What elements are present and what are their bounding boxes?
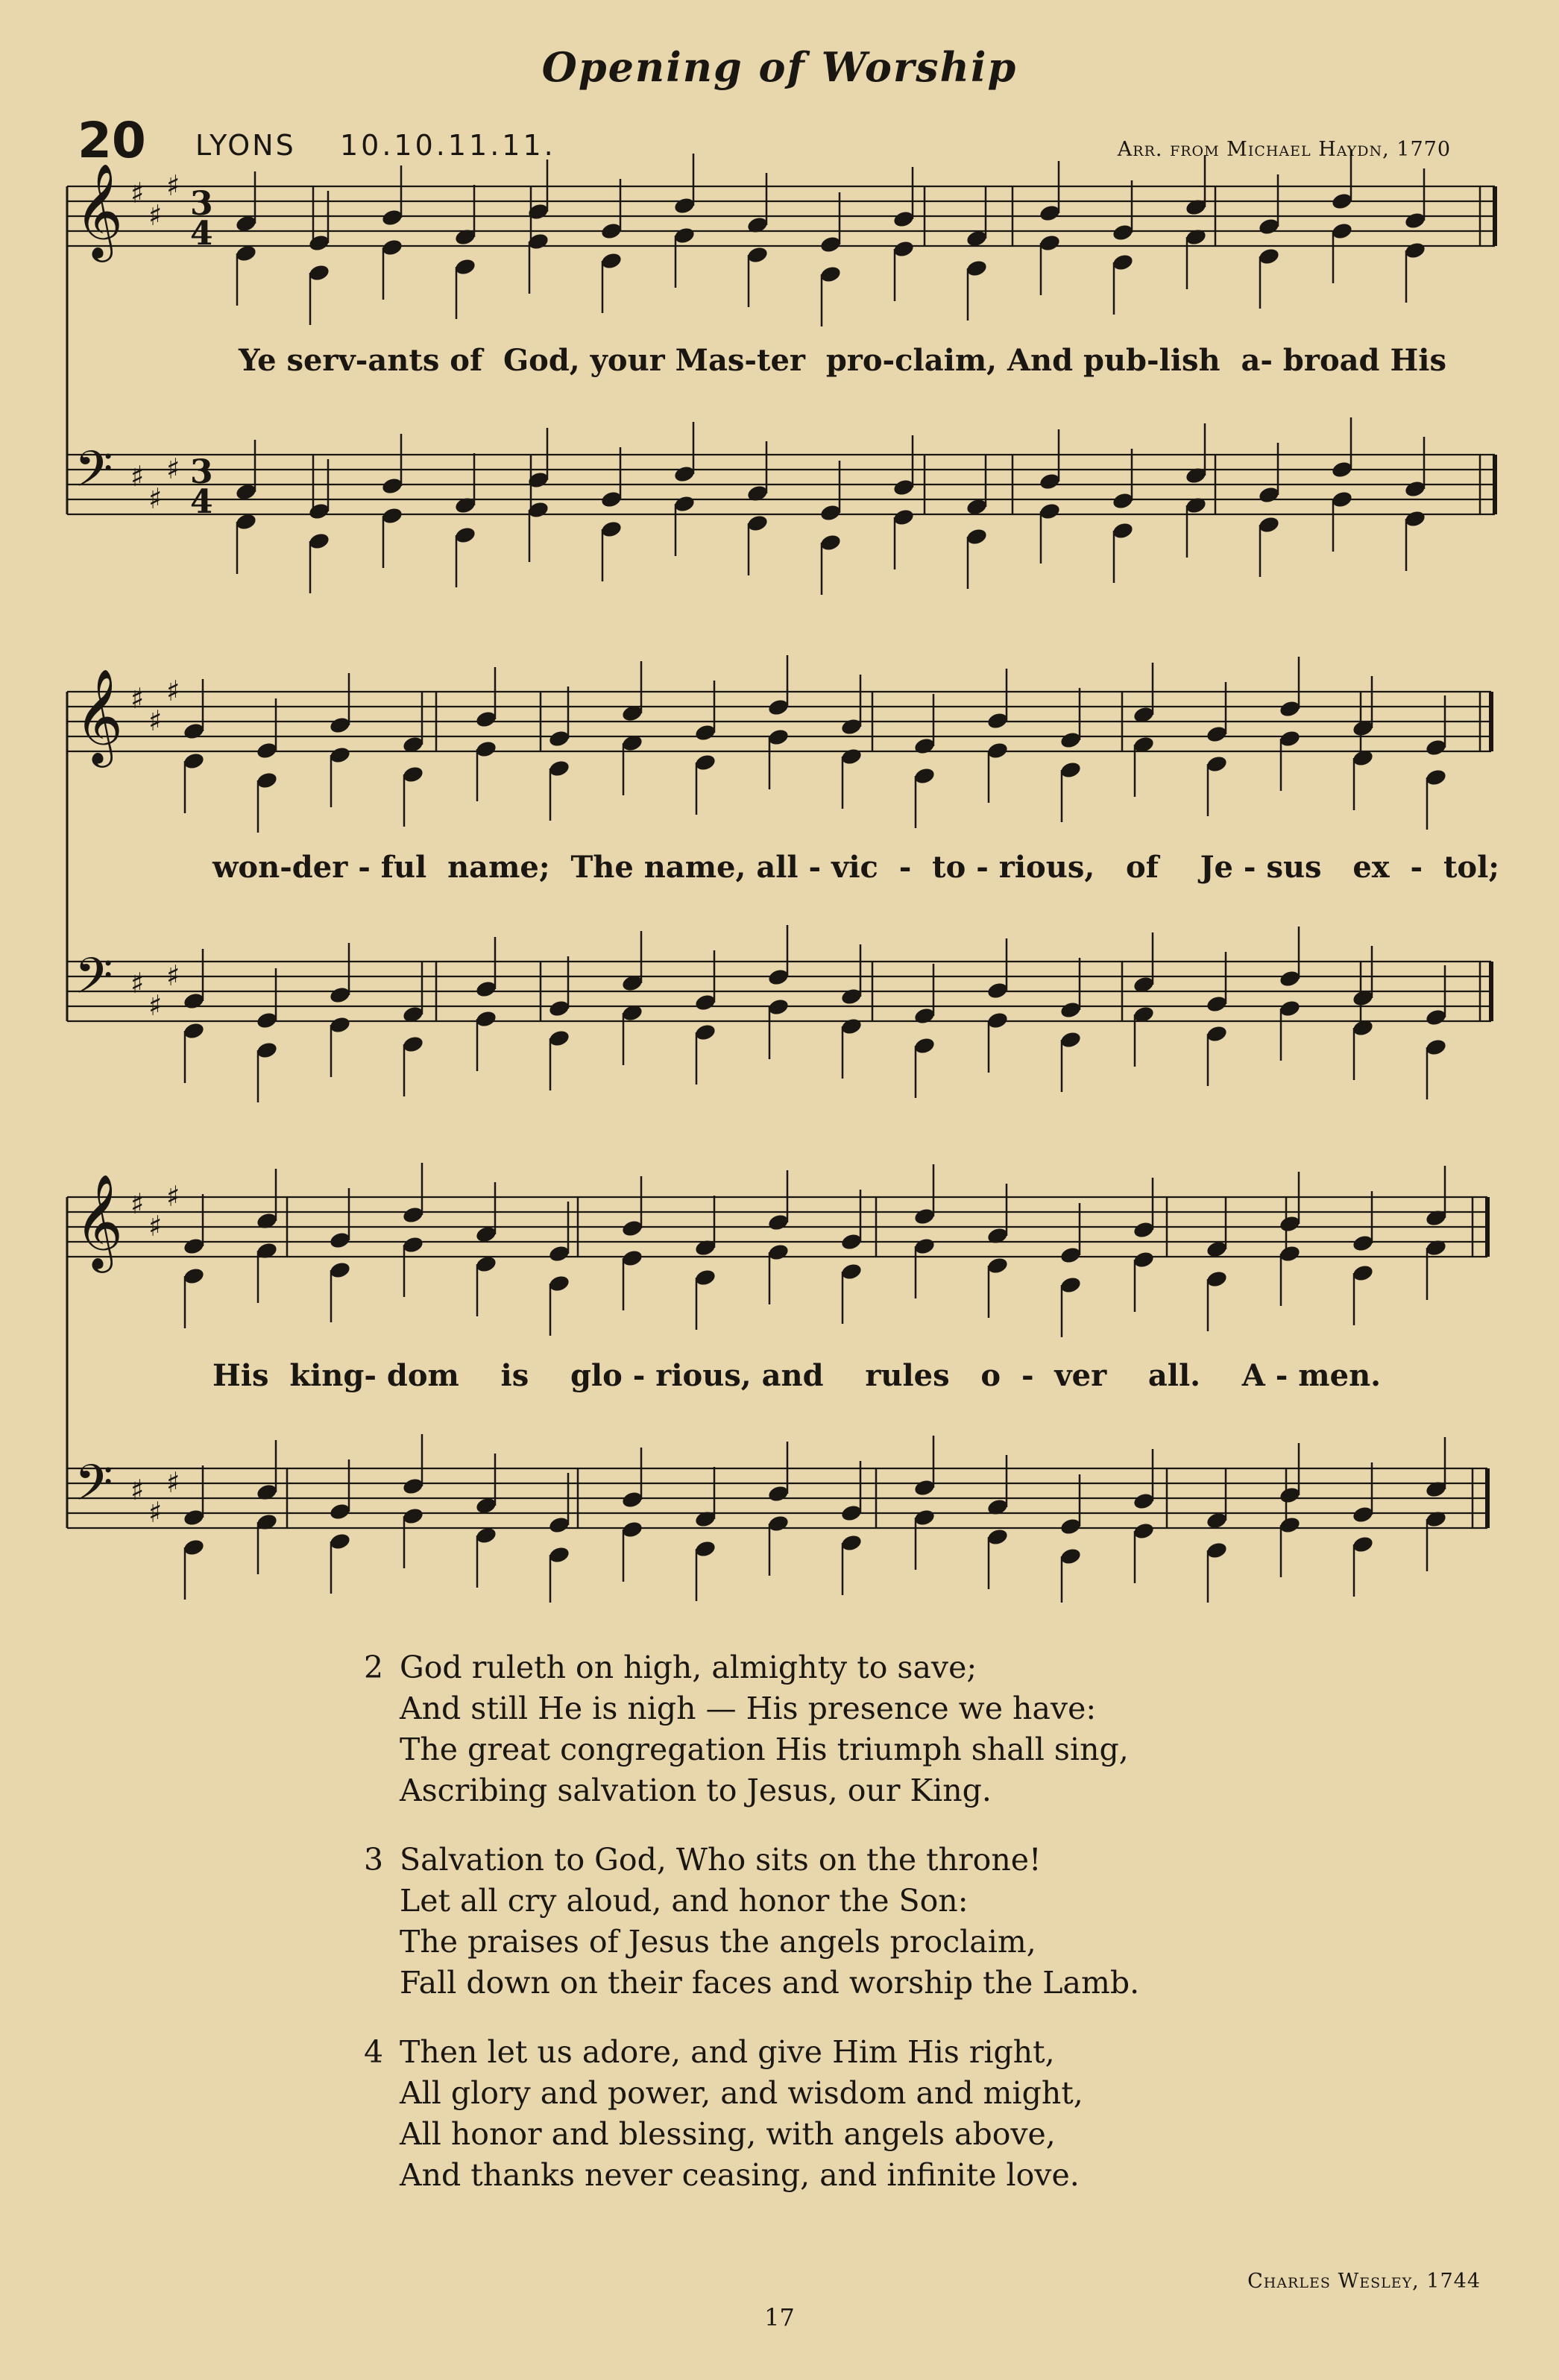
- note-head: [767, 727, 790, 747]
- note-head: [913, 1006, 936, 1026]
- note-head: [1425, 1008, 1448, 1027]
- verse-line: Fall down on their faces and worship the Lamb.: [400, 1965, 1140, 2001]
- note-head: [913, 766, 936, 786]
- note-head: [402, 765, 425, 784]
- note-head: [673, 196, 696, 215]
- note-head: [1059, 1030, 1083, 1049]
- verse-line: 4 Then let us adore, and give Him His right,: [356, 2032, 1139, 2073]
- note-head: [183, 1538, 206, 1557]
- note-head: [966, 259, 989, 278]
- note-head: [892, 478, 916, 497]
- note-head: [1206, 1541, 1229, 1560]
- note-head: [840, 1262, 863, 1281]
- note-head: [548, 729, 571, 748]
- verse-line: All honor and blessing, with angels above,: [400, 2116, 1056, 2152]
- note-head: [256, 741, 279, 760]
- note-head: [454, 257, 477, 277]
- note-head: [1112, 521, 1135, 540]
- note-head: [329, 716, 352, 735]
- note-head: [966, 527, 989, 546]
- treble-clef-icon: 𝄞: [75, 162, 124, 258]
- sharp-icon: ♯: [130, 682, 145, 715]
- note-head: [402, 1035, 425, 1054]
- note-head: [621, 1490, 644, 1509]
- note-head: [819, 265, 843, 284]
- bass-clef-icon: 𝄢: [75, 1454, 113, 1524]
- note-head: [673, 226, 696, 245]
- note-head: [402, 1205, 425, 1225]
- bass-clef-icon: 𝄢: [75, 441, 113, 510]
- note-head: [402, 1506, 425, 1526]
- note-head: [694, 1539, 717, 1559]
- note-head: [913, 1036, 936, 1055]
- note-head: [183, 1266, 206, 1286]
- note-head: [1133, 1521, 1156, 1541]
- note-head: [767, 1514, 790, 1533]
- note-head: [1404, 509, 1427, 528]
- note-head: [767, 1213, 790, 1232]
- note-head: [1112, 223, 1135, 242]
- sharp-icon: ♯: [148, 1210, 163, 1243]
- note-head: [986, 1256, 1010, 1275]
- verse-number: 2: [364, 1650, 384, 1685]
- note-head: [1059, 1547, 1083, 1566]
- note-head: [1352, 1234, 1375, 1253]
- note-head: [1133, 1220, 1156, 1240]
- note-head: [673, 494, 696, 514]
- verse-2: [356, 1647, 1139, 1811]
- note-head: [256, 1011, 279, 1030]
- note-head: [1425, 738, 1448, 757]
- note-head: [840, 1533, 863, 1553]
- note-head: [986, 711, 1010, 730]
- verse-4: [356, 2032, 1139, 2196]
- note-head: [548, 1029, 571, 1048]
- lyric-line-1: Ye serv-ants of God, your Mas-ter pro-claim, And pub-lish a- broad His: [239, 343, 1446, 378]
- note-head: [1425, 768, 1448, 787]
- note-head: [840, 717, 863, 736]
- note-head: [600, 490, 623, 509]
- note-head: [1112, 253, 1135, 272]
- note-head: [819, 503, 843, 523]
- note-head: [381, 208, 404, 227]
- note-head: [256, 1041, 279, 1060]
- note-head: [183, 991, 206, 1011]
- note-head: [840, 987, 863, 1006]
- note-head: [1279, 699, 1302, 719]
- note-head: [548, 999, 571, 1018]
- note-head: [913, 1237, 936, 1256]
- note-head: [381, 506, 404, 525]
- note-head: [183, 1237, 206, 1256]
- note-head: [1206, 1269, 1229, 1289]
- note-head: [840, 1017, 863, 1036]
- lyric-line-2: won-der - ful name; The name, all - vic - to - rious, of Je - sus ex - tol;: [212, 850, 1500, 885]
- note-head: [746, 514, 769, 533]
- note-head: [183, 1508, 206, 1527]
- note-head: [1258, 217, 1281, 236]
- sharp-icon: ♯: [130, 967, 145, 1000]
- note-head: [256, 771, 279, 790]
- note-head: [1279, 969, 1302, 988]
- sharp-icon: ♯: [166, 959, 180, 992]
- note-head: [1133, 1250, 1156, 1269]
- note-head: [913, 1478, 936, 1497]
- note-head: [694, 753, 717, 772]
- note-head: [548, 1545, 571, 1565]
- sharp-icon: ♯: [130, 460, 145, 493]
- verse-line: 2 God ruleth on high, almighty to save;: [356, 1647, 1139, 1688]
- page-number: 17: [764, 2303, 795, 2332]
- time-signature-top: 3: [190, 185, 213, 223]
- note-head: [1404, 241, 1427, 260]
- time-signature-bottom: 4: [190, 483, 213, 521]
- note-head: [1206, 725, 1229, 744]
- note-head: [621, 1249, 644, 1268]
- note-head: [308, 502, 331, 521]
- note-head: [1059, 1517, 1083, 1536]
- note-head: [548, 759, 571, 778]
- note-head: [183, 751, 206, 771]
- sharp-icon: ♯: [148, 704, 163, 737]
- note-head: [986, 1011, 1010, 1030]
- note-head: [475, 979, 498, 999]
- note-head: [600, 221, 623, 241]
- sharp-icon: ♯: [148, 482, 163, 515]
- note-head: [475, 739, 498, 759]
- note-head: [329, 1260, 352, 1280]
- note-head: [402, 1477, 425, 1496]
- sharp-icon: ♯: [130, 1187, 145, 1220]
- note-head: [673, 464, 696, 484]
- note-head: [1279, 1214, 1302, 1234]
- note-head: [1059, 1000, 1083, 1020]
- verse-line: And still He is nigh — His presence we have:: [400, 1691, 1097, 1726]
- note-head: [600, 520, 623, 539]
- section-title: Opening of Worship: [541, 43, 1018, 91]
- note-head: [402, 1235, 425, 1254]
- time-signature-bottom: 4: [190, 215, 213, 253]
- sharp-icon: ♯: [166, 675, 180, 707]
- hymn-number: 20: [78, 112, 146, 169]
- verse-number: 3: [364, 1842, 384, 1878]
- note-head: [1039, 502, 1062, 521]
- sharp-icon: ♯: [148, 1496, 163, 1529]
- meter: 10.10.11.11.: [340, 129, 556, 162]
- note-head: [986, 741, 1010, 760]
- note-head: [308, 531, 331, 551]
- note-head: [1206, 1024, 1229, 1044]
- note-head: [1039, 233, 1062, 253]
- note-head: [1206, 994, 1229, 1014]
- note-head: [621, 1520, 644, 1539]
- note-head: [308, 233, 331, 253]
- note-head: [694, 993, 717, 1012]
- sharp-icon: ♯: [148, 989, 163, 1022]
- note-head: [1039, 203, 1062, 223]
- verse-line: 3 Salvation to God, Who sits on the throne!: [356, 1840, 1139, 1881]
- verse-line: All glory and power, and wisdom and might,: [400, 2075, 1083, 2111]
- note-head: [694, 723, 717, 742]
- note-head: [454, 525, 477, 545]
- note-head: [1331, 490, 1354, 509]
- note-head: [329, 1015, 352, 1035]
- note-head: [1258, 247, 1281, 266]
- note-head: [767, 968, 790, 987]
- note-head: [1112, 491, 1135, 511]
- sharp-icon: ♯: [148, 199, 163, 232]
- note-head: [892, 239, 916, 259]
- note-head: [1279, 1244, 1302, 1263]
- note-head: [1258, 485, 1281, 505]
- note-head: [1279, 1486, 1302, 1505]
- note-head: [840, 1503, 863, 1523]
- note-head: [913, 736, 936, 756]
- note-head: [913, 1207, 936, 1226]
- note-head: [548, 1515, 571, 1535]
- note-head: [1133, 1492, 1156, 1511]
- note-head: [1059, 1246, 1083, 1265]
- sharp-icon: ♯: [130, 1474, 145, 1506]
- note-head: [548, 1244, 571, 1263]
- note-head: [1331, 460, 1354, 479]
- note-head: [548, 1274, 571, 1293]
- note-head: [1425, 1038, 1448, 1057]
- note-head: [1352, 1535, 1375, 1554]
- note-head: [1352, 1505, 1375, 1524]
- note-head: [1279, 999, 1302, 1018]
- verse-number: 4: [364, 2034, 384, 2070]
- note-head: [892, 508, 916, 527]
- sharp-icon: ♯: [166, 1466, 180, 1499]
- note-head: [892, 209, 916, 229]
- author-credit: Charles Wesley, 1744: [1247, 2270, 1481, 2293]
- verse-3: [356, 1840, 1139, 2004]
- note-head: [840, 1232, 863, 1251]
- note-head: [381, 476, 404, 496]
- bass-clef-icon: 𝄢: [75, 947, 113, 1017]
- note-head: [1059, 1275, 1083, 1295]
- verses: [356, 1647, 1139, 2224]
- lyric-line-3: His king- dom is glo - rious, and rules o - ver all. A - men.: [212, 1358, 1382, 1393]
- note-head: [329, 1231, 352, 1250]
- note-head: [1404, 479, 1427, 499]
- note-head: [1059, 760, 1083, 780]
- note-head: [694, 1023, 717, 1042]
- note-head: [767, 698, 790, 717]
- sharp-icon: ♯: [166, 452, 180, 485]
- note-head: [1039, 472, 1062, 491]
- note-head: [600, 251, 623, 271]
- note-head: [1352, 1263, 1375, 1283]
- note-head: [1206, 754, 1229, 774]
- treble-clef-icon: 𝄞: [75, 668, 124, 763]
- note-head: [986, 981, 1010, 1000]
- sharp-icon: ♯: [166, 1180, 180, 1213]
- note-head: [1279, 1515, 1302, 1535]
- sharp-icon: ♯: [130, 177, 145, 209]
- time-signature-top: 3: [190, 453, 213, 491]
- note-head: [819, 533, 843, 552]
- note-head: [986, 1527, 1010, 1547]
- note-head: [767, 997, 790, 1017]
- verse-line: The great congregation His triumph shall sing,: [400, 1732, 1129, 1767]
- note-head: [329, 1502, 352, 1521]
- note-head: [329, 985, 352, 1005]
- note-head: [621, 1219, 644, 1238]
- verse-line: And thanks never ceasing, and infinite love.: [400, 2157, 1080, 2193]
- note-head: [381, 238, 404, 257]
- tune-name: LYONS: [195, 129, 296, 162]
- note-head: [183, 722, 206, 741]
- note-head: [183, 1021, 206, 1041]
- note-head: [475, 710, 498, 729]
- verse-line: Let all cry aloud, and honor the Son:: [400, 1883, 969, 1919]
- note-head: [329, 745, 352, 765]
- sharp-icon: ♯: [166, 169, 180, 202]
- note-head: [913, 1508, 936, 1527]
- verse-line: The praises of Jesus the angels proclaim,: [400, 1924, 1036, 1960]
- note-head: [329, 1532, 352, 1551]
- note-head: [694, 1268, 717, 1287]
- note-head: [1331, 192, 1354, 211]
- verse-line: Ascribing salvation to Jesus, our King.: [400, 1773, 992, 1808]
- note-head: [1331, 221, 1354, 241]
- arranger-credit: Arr. from Michael Haydn, 1770: [1117, 138, 1451, 161]
- note-head: [1279, 729, 1302, 748]
- note-head: [475, 1009, 498, 1029]
- note-head: [1404, 211, 1427, 230]
- note-head: [1258, 515, 1281, 534]
- note-head: [819, 235, 843, 254]
- note-head: [1059, 730, 1083, 750]
- note-head: [767, 1484, 790, 1503]
- note-head: [308, 263, 331, 282]
- treble-clef-icon: 𝄞: [75, 1173, 124, 1269]
- note-head: [746, 245, 769, 265]
- note-head: [840, 747, 863, 766]
- note-head: [767, 1243, 790, 1262]
